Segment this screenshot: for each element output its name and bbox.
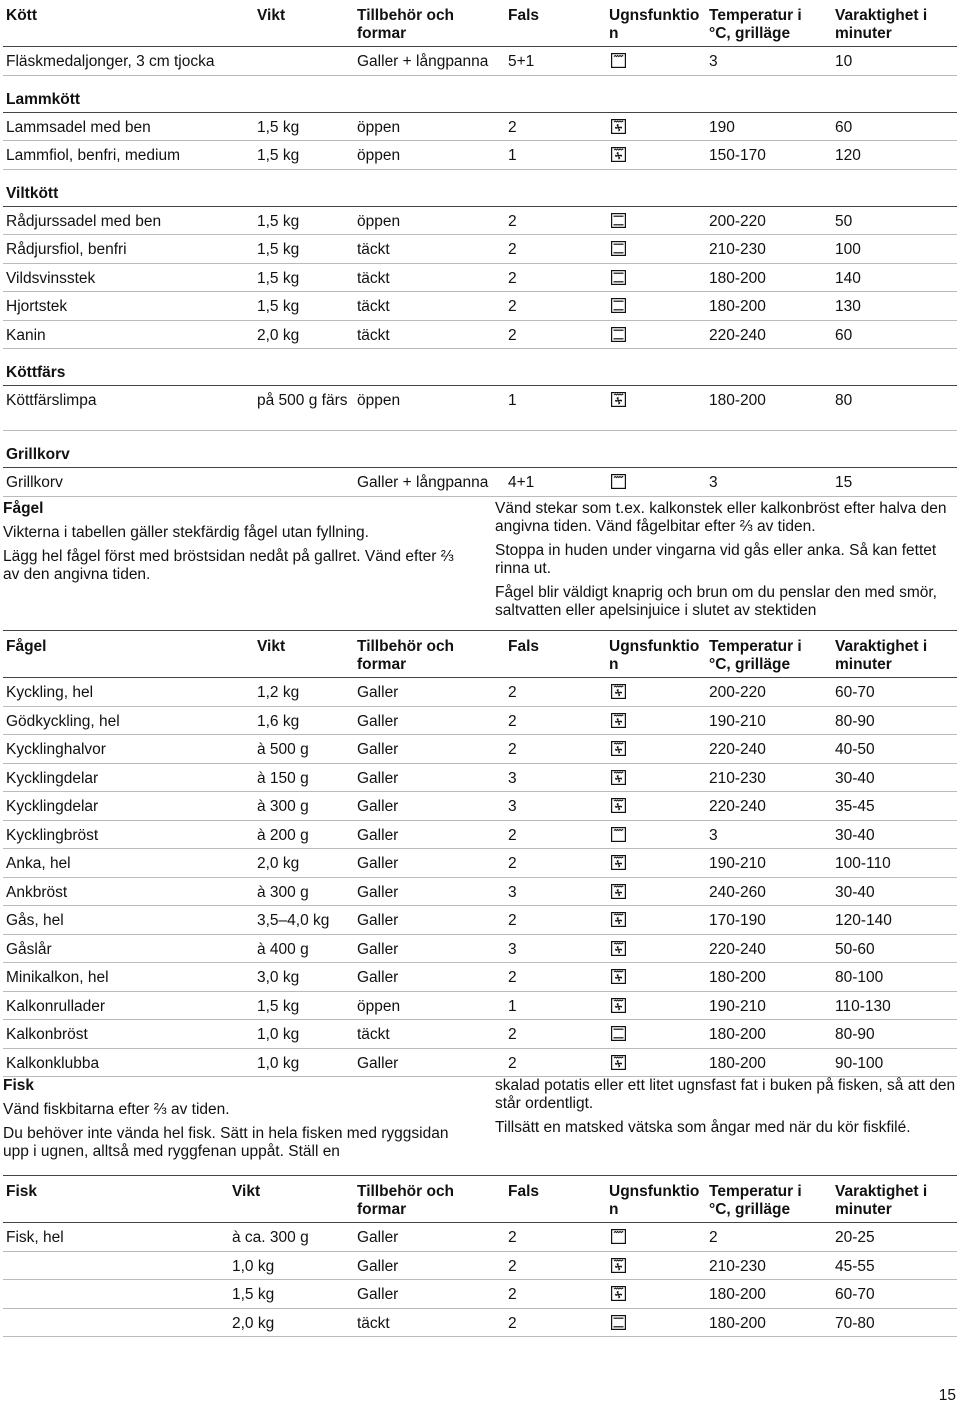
duration: 70-80 <box>835 1314 875 1332</box>
accessory: Galler <box>357 769 399 787</box>
accessory: Galler + långpanna <box>357 53 489 70</box>
paragraph: Vänd stekar som t.ex. kalkonstek eller kalkonbröst efter halva den angivna tiden. Vänd fågelbitar efter ⅔ av tiden. <box>495 500 947 535</box>
table-row <box>3 963 957 992</box>
shelf-level: 3 <box>508 940 517 958</box>
accessory: Galler <box>357 741 399 758</box>
shelf-level: 3 <box>508 769 517 787</box>
section-title: Grillkorv <box>6 446 70 463</box>
rows-group <box>3 47 957 76</box>
header-cell: Vikt <box>257 638 286 655</box>
shelf-level: 2 <box>508 1257 517 1275</box>
fan-grill-icon <box>611 855 626 870</box>
accessory: Galler <box>357 912 399 929</box>
duration: 100-110 <box>835 855 891 872</box>
duration: 120-140 <box>835 912 892 929</box>
temperature: 180-200 <box>709 392 766 409</box>
shelf-level: 1 <box>508 147 517 164</box>
shelf-level: 5+1 <box>508 53 535 70</box>
rows-group <box>3 207 957 350</box>
dish-name: Kalkonrullader <box>6 997 106 1015</box>
weight: 2,0 kg <box>257 326 300 344</box>
accessory: Galler <box>357 826 399 844</box>
header-cell: Temperatur i °C, grilläge <box>709 1183 802 1218</box>
dish-name: Fisk, hel <box>6 1229 64 1246</box>
temperature: 220-240 <box>709 798 766 815</box>
dish-name: Gödkyckling, hel <box>6 712 120 730</box>
fan-grill-icon <box>611 713 626 728</box>
fan-grill-icon <box>611 1055 626 1070</box>
fan-grill-icon <box>611 392 626 407</box>
shelf-level: 2 <box>508 269 517 287</box>
dish-name: Anka, hel <box>6 855 71 872</box>
table-row <box>3 292 957 321</box>
shelf-level: 2 <box>508 712 517 730</box>
header-cell: Fals <box>508 638 540 655</box>
temperature: 180-200 <box>709 969 766 986</box>
weight: 1,2 kg <box>257 684 300 701</box>
duration: 140 <box>835 269 861 287</box>
duration: 45-55 <box>835 1257 875 1275</box>
temperature: 3 <box>709 474 718 491</box>
duration: 60 <box>835 118 853 136</box>
table-row <box>3 386 957 431</box>
duration: 10 <box>835 53 853 70</box>
weight: à 500 g <box>257 741 309 758</box>
duration: 15 <box>835 474 853 491</box>
header-cell: Varaktighet i minuter <box>835 7 928 42</box>
header-cell: Varaktighet i minuter <box>835 1183 928 1218</box>
table-row <box>3 468 957 497</box>
weight: 1,5 kg <box>257 298 300 315</box>
grill-icon <box>611 53 626 68</box>
accessory: täckt <box>357 1314 390 1332</box>
header-cell: Fisk <box>6 1183 38 1200</box>
weight: 2,0 kg <box>257 855 300 872</box>
dish-name: Fläskmedaljonger, 3 cm tjocka <box>6 53 215 70</box>
fan-grill-icon <box>611 941 626 956</box>
paragraph: skalad potatis eller ett litet ugnsfast fat i buken på fisken, så att den står ordentligt. <box>495 1077 956 1112</box>
table-row <box>3 821 957 850</box>
paragraph: Du behöver inte vända hel fisk. Sätt in hela fisken med ryggsidan upp i ugnen, alltså med ryggfenan uppåt. Ställ en <box>3 1125 449 1160</box>
temperature: 210-230 <box>709 1257 766 1275</box>
duration: 60-70 <box>835 1286 875 1303</box>
section-heading <box>3 170 957 207</box>
table-header <box>3 1176 957 1223</box>
shelf-level: 2 <box>508 241 517 258</box>
paragraph: Vikterna i tabellen gäller stekfärdig fågel utan fyllning. <box>3 524 369 541</box>
accessory: Galler <box>357 883 399 901</box>
accessory: Galler <box>357 712 399 730</box>
rows-group <box>3 113 957 170</box>
table-row <box>3 1280 957 1309</box>
accessory: Galler + långpanna <box>357 474 489 491</box>
accessory: täckt <box>357 241 390 258</box>
accessory: täckt <box>357 298 390 315</box>
accessory: täckt <box>357 1026 390 1043</box>
fish-heading: Fisk <box>3 1077 35 1094</box>
accessory: Galler <box>357 1257 399 1275</box>
shelf-level: 4+1 <box>508 474 535 491</box>
section-heading <box>3 349 957 386</box>
fan-grill-icon <box>611 798 626 813</box>
weight: 1,5 kg <box>257 997 300 1015</box>
header-cell: Vikt <box>257 7 286 24</box>
dish-name: Gåslår <box>6 940 52 958</box>
weight: 1,5 kg <box>257 212 300 230</box>
shelf-level: 2 <box>508 118 517 136</box>
weight: på 500 g färs <box>257 392 348 409</box>
table-row <box>3 113 957 142</box>
header-cell: Fals <box>508 7 540 24</box>
section-title: Lammkött <box>6 90 81 108</box>
table-row <box>3 764 957 793</box>
dish-name: Minikalkon, hel <box>6 969 109 986</box>
section-heading <box>3 76 957 113</box>
header-cell: Ugnsfunktion <box>609 7 700 42</box>
duration: 100 <box>835 241 861 258</box>
temperature: 190-210 <box>709 855 766 872</box>
fan-grill-icon <box>611 884 626 899</box>
section-heading <box>3 431 957 468</box>
shelf-level: 3 <box>508 883 517 901</box>
weight: 1,6 kg <box>257 712 300 730</box>
table-row <box>3 992 957 1021</box>
duration: 30-40 <box>835 769 875 787</box>
dish-name: Kycklinghalvor <box>6 741 106 758</box>
fan-grill-icon <box>611 147 626 162</box>
dish-name: Kanin <box>6 326 46 344</box>
dish-name: Vildsvinsstek <box>6 269 96 287</box>
weight: 1,5 kg <box>232 1286 275 1303</box>
table-row <box>3 47 957 76</box>
shelf-level: 2 <box>508 912 517 929</box>
temperature: 3 <box>709 826 718 844</box>
top-bottom-heat-icon <box>611 327 626 342</box>
table-row <box>3 735 957 764</box>
header-cell: Ugnsfunktion <box>609 638 700 673</box>
fan-grill-icon <box>611 998 626 1013</box>
top-bottom-heat-icon <box>611 1026 626 1041</box>
accessory: täckt <box>357 326 390 344</box>
rows-group <box>3 386 957 431</box>
temperature: 200-220 <box>709 684 766 701</box>
dish-name: Kycklingdelar <box>6 798 99 815</box>
duration: 90-100 <box>835 1054 884 1072</box>
dish-name: Rådjurssadel med ben <box>6 212 162 230</box>
fish-table <box>3 1175 957 1337</box>
page-number: 15 <box>938 1387 956 1404</box>
dish-name: Rådjursfiol, benfri <box>6 241 127 258</box>
header-cell: Tillbehör och formar <box>357 1183 455 1218</box>
weight: 1,5 kg <box>257 269 300 287</box>
table-row <box>3 678 957 707</box>
duration: 130 <box>835 298 861 315</box>
temperature: 190-210 <box>709 997 766 1015</box>
duration: 80-90 <box>835 712 875 730</box>
fan-grill-icon <box>611 912 626 927</box>
rows-group <box>3 468 957 497</box>
duration: 30-40 <box>835 883 875 901</box>
temperature: 190-210 <box>709 712 766 730</box>
top-bottom-heat-icon <box>611 241 626 256</box>
header-cell: Ugnsfunktion <box>609 1183 700 1218</box>
poultry-notes-right <box>495 500 957 626</box>
accessory: Galler <box>357 855 399 872</box>
accessory: öppen <box>357 147 401 164</box>
rows-group <box>3 678 957 1077</box>
table-row <box>3 878 957 907</box>
header-cell: Kött <box>6 7 37 24</box>
temperature: 210-230 <box>709 241 766 258</box>
table-row <box>3 1049 957 1078</box>
temperature: 3 <box>709 53 718 70</box>
paragraph: Fågel blir väldigt knaprig och brun om du penslar den med smör, saltvatten eller apelsinjuice i slutet av stektiden <box>495 584 937 619</box>
shelf-level: 3 <box>508 798 517 815</box>
poultry-table <box>3 630 957 1077</box>
weight: à 200 g <box>257 826 309 844</box>
temperature: 200-220 <box>709 212 766 230</box>
dish-name: Kalkonklubba <box>6 1054 100 1072</box>
weight: 1,0 kg <box>257 1026 300 1043</box>
temperature: 180-200 <box>709 1026 766 1043</box>
grill-icon <box>611 474 626 489</box>
dish-name: Grillkorv <box>6 474 63 491</box>
fan-grill-icon <box>611 969 626 984</box>
dish-name: Ankbröst <box>6 883 68 901</box>
shelf-level: 2 <box>508 212 517 230</box>
fan-grill-icon <box>611 684 626 699</box>
table-row <box>3 141 957 170</box>
dish-name: Gås, hel <box>6 912 64 929</box>
weight: à 300 g <box>257 883 309 901</box>
dish-name: Kycklingbröst <box>6 826 99 844</box>
duration: 60 <box>835 326 853 344</box>
duration: 80 <box>835 392 853 409</box>
rows-group <box>3 1223 957 1337</box>
duration: 35-45 <box>835 798 875 815</box>
weight: à ca. 300 g <box>232 1229 309 1246</box>
temperature: 210-230 <box>709 769 766 787</box>
temperature: 170-190 <box>709 912 766 929</box>
header-cell: Varaktighet i minuter <box>835 638 928 673</box>
temperature: 220-240 <box>709 940 766 958</box>
header-cell: Tillbehör och formar <box>357 638 455 673</box>
accessory: Galler <box>357 1229 399 1246</box>
table-header <box>3 0 957 47</box>
duration: 50-60 <box>835 940 875 958</box>
table-row <box>3 935 957 964</box>
duration: 60-70 <box>835 684 875 701</box>
fan-grill-icon <box>611 119 626 134</box>
table-row <box>3 1252 957 1281</box>
accessory: Galler <box>357 969 399 986</box>
weight: à 300 g <box>257 798 309 815</box>
weight: 1,0 kg <box>257 1054 300 1072</box>
fan-grill-icon <box>611 1286 626 1301</box>
table-row <box>3 707 957 736</box>
weight: 3,5–4,0 kg <box>257 912 330 929</box>
temperature: 180-200 <box>709 1286 766 1303</box>
temperature: 180-200 <box>709 298 766 315</box>
accessory: täckt <box>357 269 390 287</box>
header-cell: Fals <box>508 1183 540 1200</box>
shelf-level: 2 <box>508 741 517 758</box>
grill-icon <box>611 827 626 842</box>
section-title: Viltkött <box>6 184 59 202</box>
dish-name: Kycklingdelar <box>6 769 99 787</box>
fan-grill-icon <box>611 741 626 756</box>
temperature: 2 <box>709 1229 718 1246</box>
shelf-level: 2 <box>508 1054 517 1072</box>
shelf-level: 2 <box>508 684 517 701</box>
table-row <box>3 1223 957 1252</box>
poultry-notes-left <box>3 500 463 590</box>
table-row <box>3 321 957 350</box>
header-cell: Temperatur i °C, grilläge <box>709 7 802 42</box>
weight: 1,0 kg <box>232 1257 275 1275</box>
paragraph: Stoppa in huden under vingarna vid gås eller anka. Så kan fettet rinna ut. <box>495 542 937 577</box>
duration: 30-40 <box>835 826 875 844</box>
accessory: Galler <box>357 1054 399 1072</box>
dish-name: Lammfiol, benfri, medium <box>6 147 181 164</box>
duration: 20-25 <box>835 1229 875 1246</box>
shelf-level: 1 <box>508 392 517 409</box>
shelf-level: 1 <box>508 997 517 1015</box>
temperature: 150-170 <box>709 147 766 164</box>
shelf-level: 2 <box>508 1229 517 1246</box>
dish-name: Kalkonbröst <box>6 1026 88 1043</box>
duration: 80-100 <box>835 969 884 986</box>
poultry-heading: Fågel <box>3 500 44 517</box>
shelf-level: 2 <box>508 326 517 344</box>
shelf-level: 2 <box>508 969 517 986</box>
accessory: Galler <box>357 940 399 958</box>
duration: 40-50 <box>835 741 875 758</box>
duration: 50 <box>835 212 853 230</box>
temperature: 240-260 <box>709 883 766 901</box>
accessory: Galler <box>357 798 399 815</box>
weight: 1,5 kg <box>257 147 300 164</box>
table-header <box>3 631 957 678</box>
temperature: 220-240 <box>709 741 766 758</box>
dish-name: Lammsadel med ben <box>6 118 151 136</box>
fish-notes-right <box>495 1077 957 1143</box>
dish-name: Köttfärslimpa <box>6 392 97 409</box>
grill-icon <box>611 1229 626 1244</box>
weight: 1,5 kg <box>257 118 300 136</box>
header-cell: Tillbehör och formar <box>357 7 455 42</box>
table-row <box>3 207 957 236</box>
paragraph: Lägg hel fågel först med bröstsidan nedåt på gallret. Vänd efter ⅔ av den angivna tiden. <box>3 548 454 583</box>
temperature: 180-200 <box>709 269 766 287</box>
temperature: 180-200 <box>709 1054 766 1072</box>
table-row <box>3 235 957 264</box>
dish-name: Hjortstek <box>6 298 68 315</box>
fan-grill-icon <box>611 1258 626 1273</box>
temperature: 220-240 <box>709 326 766 344</box>
fan-grill-icon <box>611 770 626 785</box>
shelf-level: 2 <box>508 1286 517 1303</box>
weight: 3,0 kg <box>257 969 300 986</box>
table-row <box>3 1309 957 1338</box>
accessory: öppen <box>357 118 401 136</box>
header-cell: Vikt <box>232 1183 261 1200</box>
weight: 2,0 kg <box>232 1314 275 1332</box>
accessory: öppen <box>357 997 401 1015</box>
shelf-level: 2 <box>508 1026 517 1043</box>
shelf-level: 2 <box>508 855 517 872</box>
accessory: Galler <box>357 1286 399 1303</box>
shelf-level: 2 <box>508 1314 517 1332</box>
top-bottom-heat-icon <box>611 298 626 313</box>
duration: 80-90 <box>835 1026 875 1043</box>
weight: à 400 g <box>257 940 309 958</box>
accessory: öppen <box>357 212 401 230</box>
section-title: Köttfärs <box>6 364 66 381</box>
header-cell: Fågel <box>6 638 47 655</box>
accessory: öppen <box>357 392 401 409</box>
paragraph: Vänd fiskbitarna efter ⅔ av tiden. <box>3 1101 230 1118</box>
meat-table <box>3 0 957 497</box>
accessory: Galler <box>357 684 399 701</box>
table-row <box>3 264 957 293</box>
top-bottom-heat-icon <box>611 270 626 285</box>
table-row <box>3 1020 957 1049</box>
duration: 120 <box>835 147 861 164</box>
top-bottom-heat-icon <box>611 1315 626 1330</box>
shelf-level: 2 <box>508 826 517 844</box>
header-cell: Temperatur i °C, grilläge <box>709 638 802 673</box>
weight: à 150 g <box>257 769 309 787</box>
temperature: 190 <box>709 118 735 136</box>
top-bottom-heat-icon <box>611 213 626 228</box>
shelf-level: 2 <box>508 298 517 315</box>
table-row <box>3 906 957 935</box>
duration: 110-130 <box>835 997 891 1015</box>
temperature: 180-200 <box>709 1314 766 1332</box>
weight: 1,5 kg <box>257 241 300 258</box>
paragraph: Tillsätt en matsked vätska som ångar med när du kör fiskfilé. <box>495 1119 911 1136</box>
fish-notes-left <box>3 1077 453 1167</box>
dish-name: Kyckling, hel <box>6 684 94 701</box>
table-row <box>3 849 957 878</box>
table-row <box>3 792 957 821</box>
